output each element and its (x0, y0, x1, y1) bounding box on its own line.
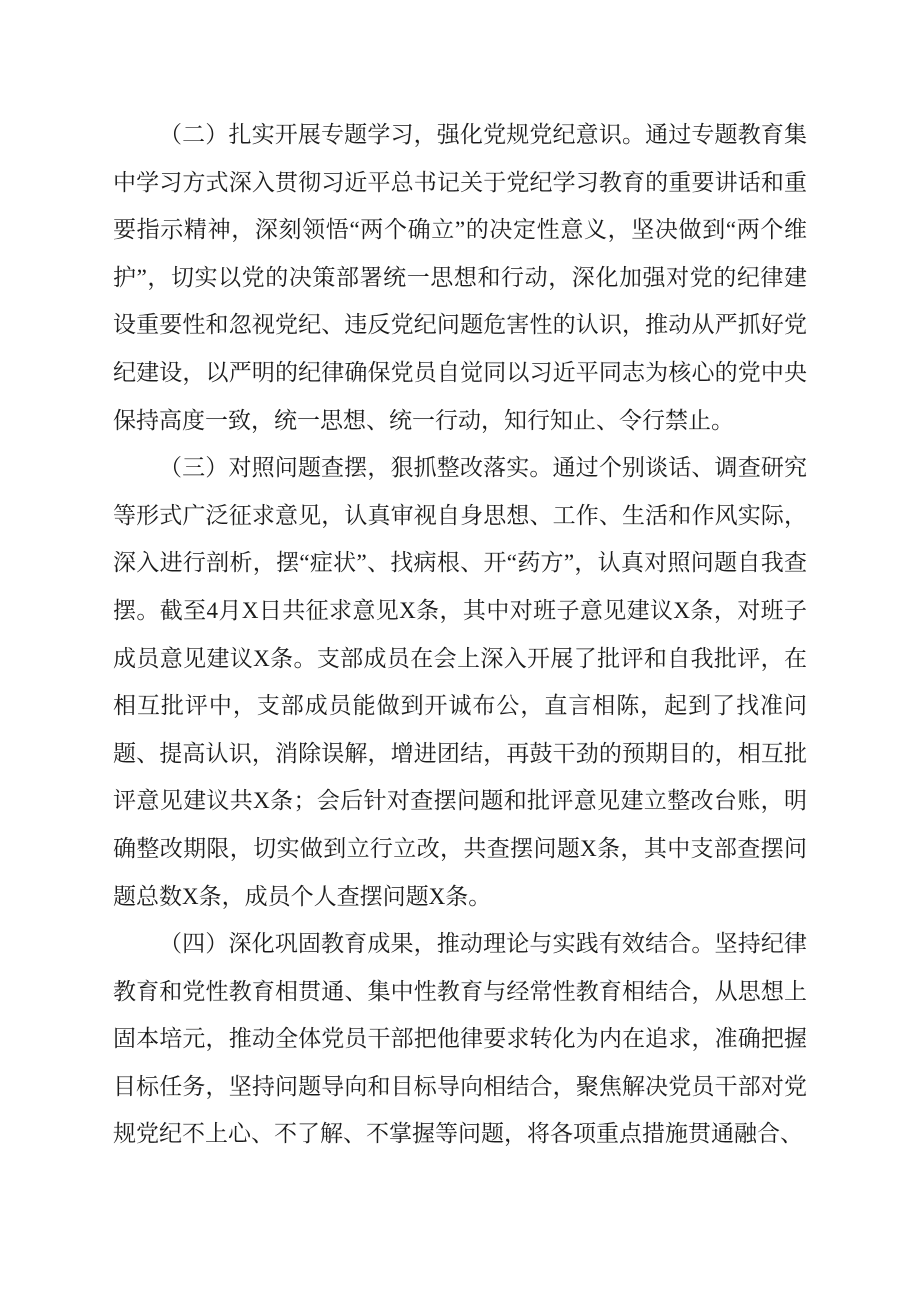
paragraph-section-3: （三）对照问题查摆，狠抓整改落实。通过个别谈话、调查研究等形式广泛征求意见，认真审视自身思想、工作、生活和作风实际，深入进行剖析，摆“症状”、找病根、开“药方”，认真对照问题自我查摆。截至4月X日共征求意见X条，其中对班子意见建议X条，对班子成员意见建议X条。支部成员在会上深入开展了批评和自我批评，在相互批评中，支部成员能做到开诚布公，直言相陈，起到了找准问题、提高认识，消除误解，增进团结，再鼓干劲的预期目的，相互批评意见建议共X条；会后针对查摆问题和批评意见建立整改台账，明确整改期限，切实做到立行立改，共查摆问题X条，其中支部查摆问题总数X条，成员个人查摆问题X条。 (113, 455, 807, 909)
paragraph-section-2: （二）扎实开展专题学习，强化党规党纪意识。通过专题教育集中学习方式深入贯彻习近平总书记关于党纪学习教育的重要讲话和重要指示精神，深刻领悟“两个确立”的决定性意义，坚决做到“两个维护”，切实以党的决策部署统一思想和行动，深化加强对党的纪律建设重要性和忽视党纪、违反党纪问题危害性的认识，推动从严抓好党纪建设，以严明的纪律确保党员自觉同以习近平同志为核心的党中央保持高度一致，统一思想、统一行动，知行知止、令行禁止。 (113, 122, 807, 433)
paragraph-section-4: （四）深化巩固教育成果，推动理论与实践有效结合。坚持纪律教育和党性教育相贯通、集中性教育与经常性教育相结合，从思想上固本培元，推动全体党员干部把他律要求转化为内在追求，准确把握目标任务，坚持问题导向和目标导向相结合，聚焦解决党员干部对党规党纪不上心、不了解、不掌握等问题，将各项重点措施贯通融合、 (113, 931, 807, 1147)
